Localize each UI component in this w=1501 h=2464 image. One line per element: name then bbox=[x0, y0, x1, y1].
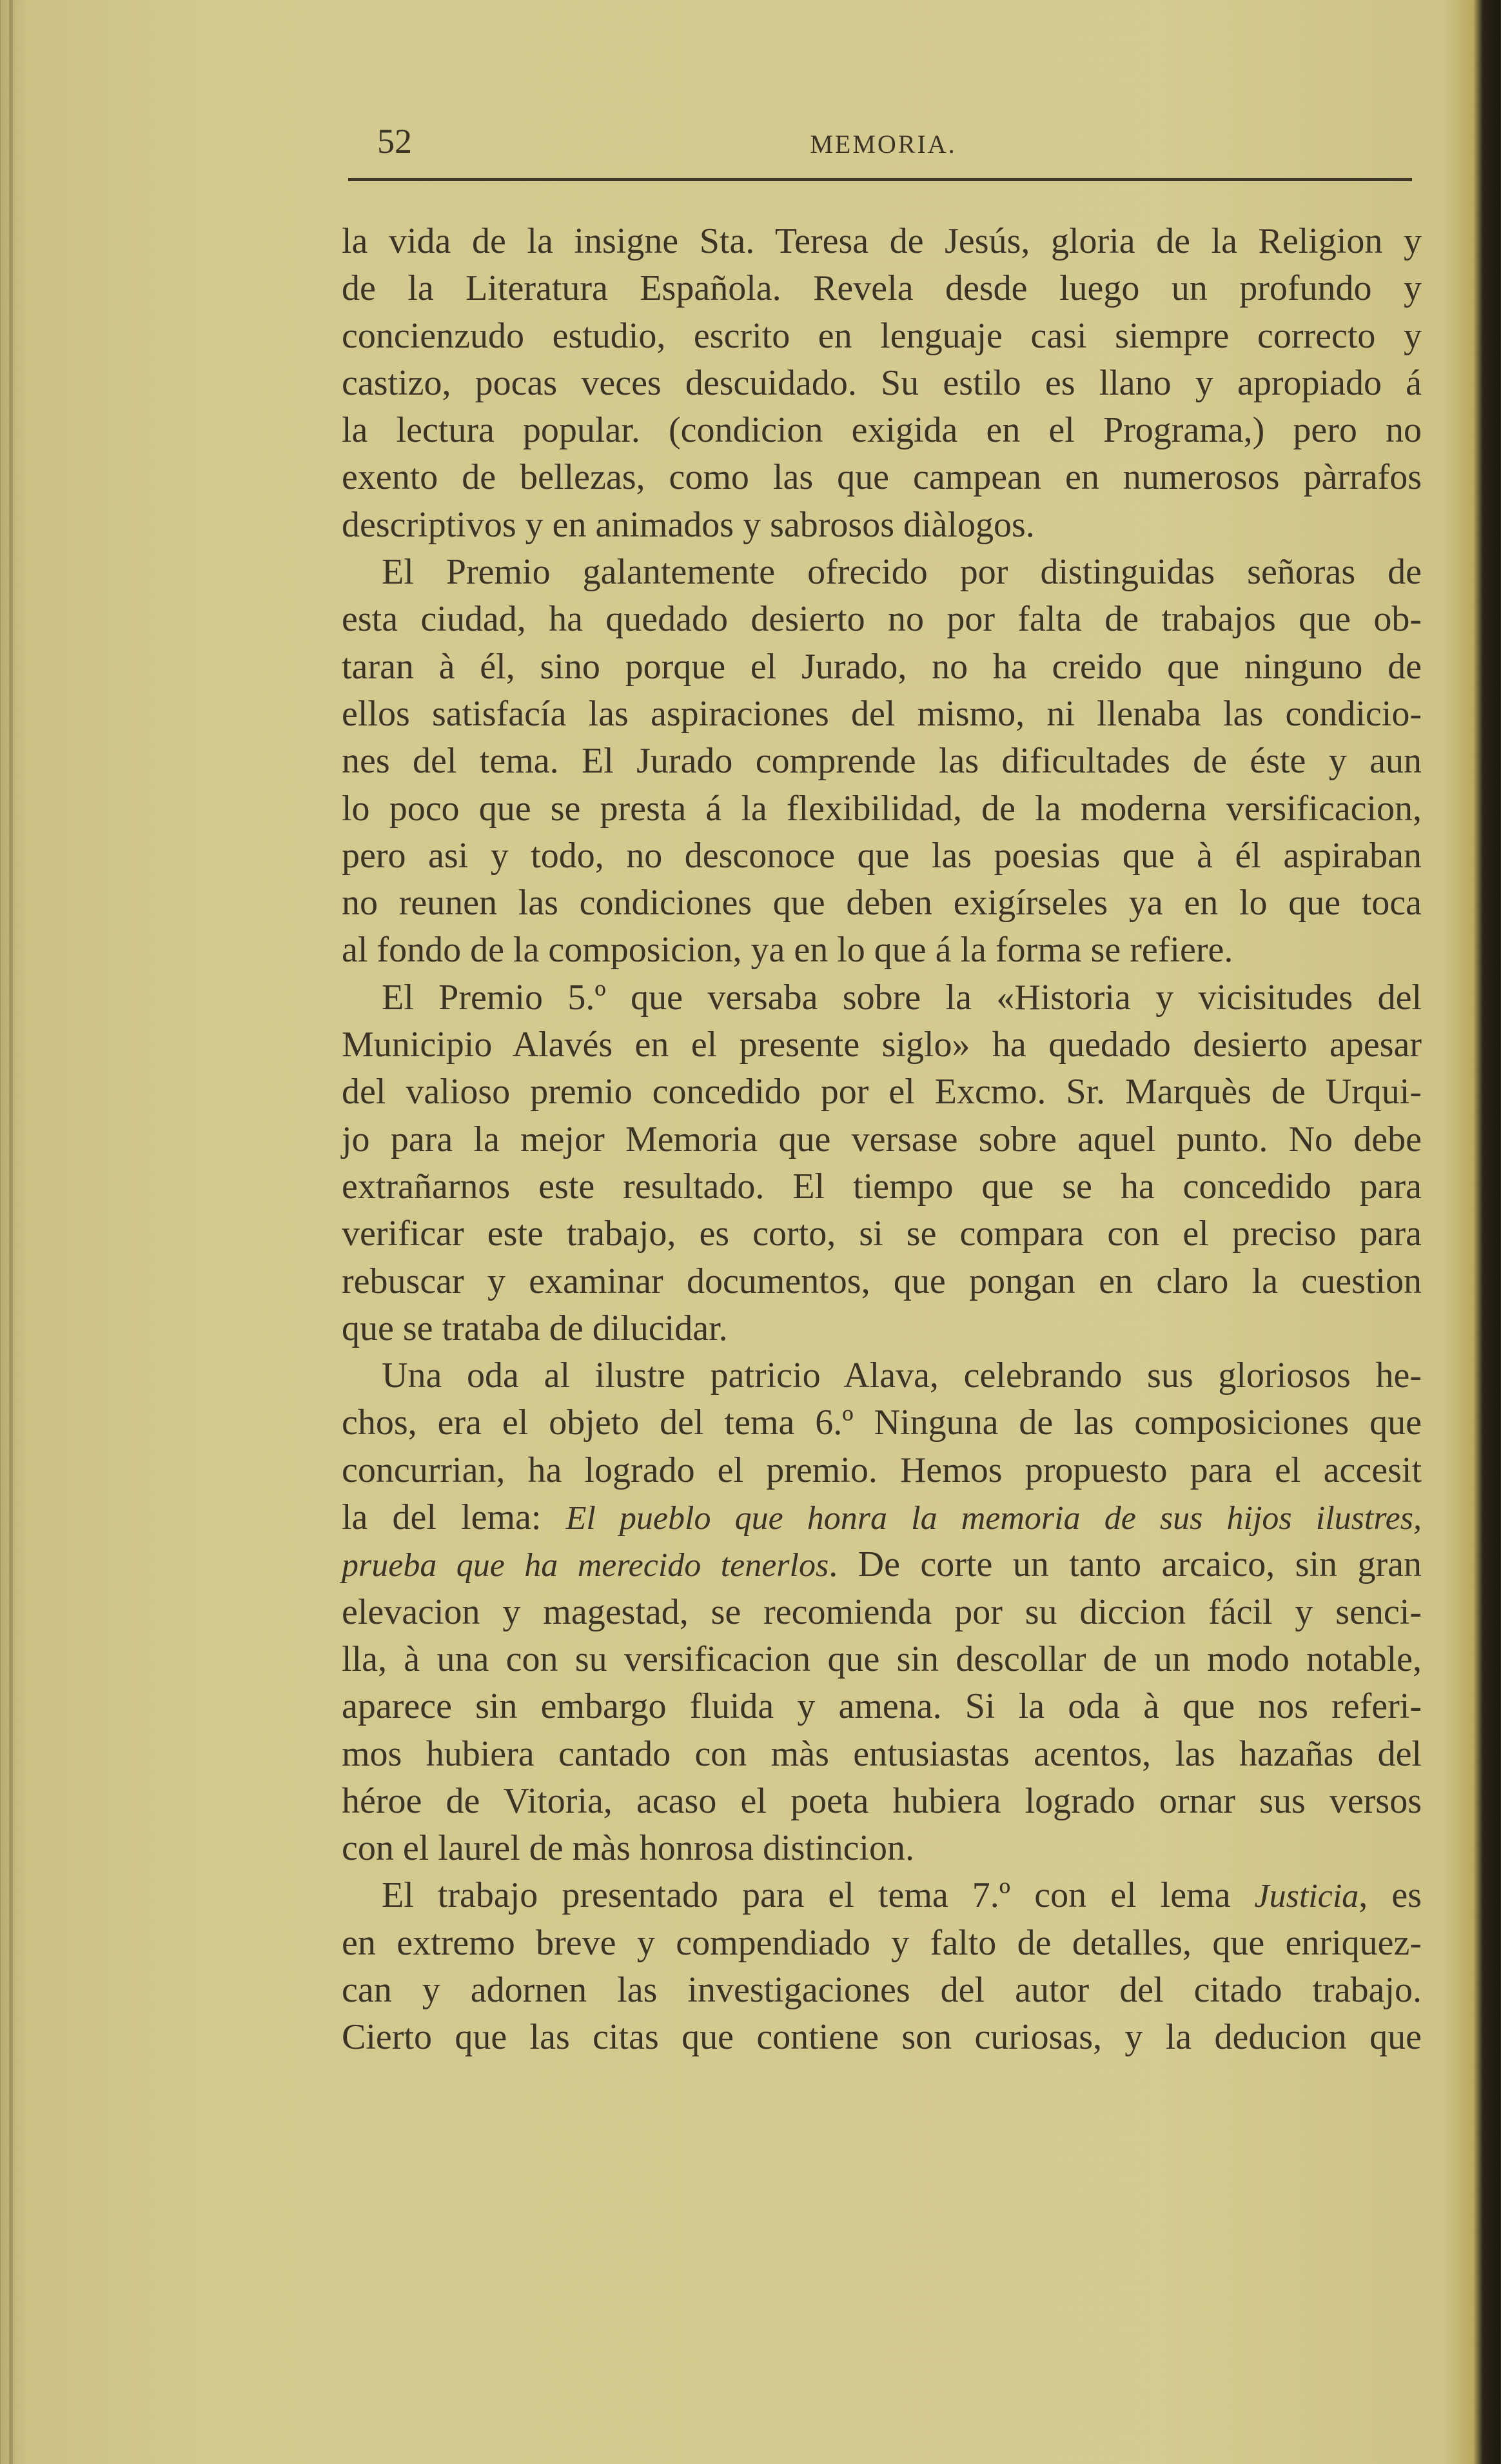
text-line bbox=[342, 880, 1422, 927]
text-segment: héroe de Vitoria, acaso el poeta hubiera logrado ornar sus versos bbox=[342, 1780, 1422, 1821]
text-line bbox=[342, 738, 1422, 785]
paragraph bbox=[342, 218, 1422, 549]
text-segment: que se trataba de dilucidar. bbox=[342, 1308, 728, 1348]
text-line bbox=[342, 1872, 1422, 1919]
text-segment: Cierto que las citas que contiene son curiosas, y la deducion que bbox=[342, 2017, 1422, 2058]
text-segment: Una oda al ilustre patricio Alava, celebrando sus gloriosos he- bbox=[382, 1355, 1422, 1396]
text-segment: la lectura popular. (condicion exigida en el Programa,) pero no bbox=[342, 410, 1422, 451]
text-segment: verificar este trabajo, es corto, si se compara con el preciso para bbox=[342, 1214, 1422, 1254]
text-line bbox=[342, 1210, 1422, 1257]
text-line bbox=[342, 1683, 1422, 1730]
text-segment: lla, à una con su versificacion que sin descollar de un modo notable, bbox=[342, 1639, 1422, 1679]
text-line bbox=[342, 927, 1422, 974]
text-line bbox=[342, 265, 1422, 312]
text-line bbox=[342, 1731, 1422, 1778]
page-edge bbox=[9, 0, 13, 2464]
text-line bbox=[342, 1258, 1422, 1305]
text-line bbox=[342, 596, 1422, 643]
text-line bbox=[342, 974, 1422, 1021]
running-title: MEMORIA. bbox=[810, 130, 957, 159]
text-segment: la vida de la insigne Sta. Teresa de Jesús, gloria de la Religion y bbox=[342, 221, 1422, 261]
text-segment: en extremo breve y compendiado y falto de detalles, que enriquez- bbox=[342, 1922, 1422, 1963]
text-segment: esta ciudad, ha quedado desierto no por falta de trabajos que ob- bbox=[342, 599, 1422, 640]
text-segment: concienzudo estudio, escrito en lenguaje casi siempre correcto y bbox=[342, 315, 1422, 356]
text-line bbox=[342, 644, 1422, 691]
text-segment: castizo, pocas veces descuidado. Su estilo es llano y apropiado á bbox=[342, 362, 1422, 403]
italic-motto: prueba que ha merecido tenerlos bbox=[342, 1547, 829, 1584]
text-line bbox=[342, 549, 1422, 596]
text-segment: chos, era el objeto del tema 6.º Ninguna de las composiciones que bbox=[342, 1403, 1422, 1443]
text-line bbox=[342, 502, 1422, 549]
text-line bbox=[342, 1825, 1422, 1872]
text-segment: con el laurel de màs honrosa distincion. bbox=[342, 1828, 914, 1869]
text-line bbox=[342, 218, 1422, 265]
text-line bbox=[342, 1589, 1422, 1636]
text-segment: nes del tema. El Jurado comprende las dificultades de éste y aun bbox=[342, 741, 1422, 782]
text-line bbox=[342, 1116, 1422, 1163]
page-number: 52 bbox=[377, 122, 412, 161]
text-segment: Municipio Alavés en el presente siglo» ha quedado desierto apesar bbox=[342, 1025, 1422, 1065]
text-segment: no reunen las condiciones que deben exigírseles ya en lo que toca bbox=[342, 883, 1422, 923]
text-segment: jo para la mejor Memoria que versase sobre aquel punto. No debe bbox=[342, 1119, 1422, 1159]
text-segment: rebuscar y examinar documentos, que pongan en claro la cuestion bbox=[342, 1261, 1422, 1301]
paragraph bbox=[342, 549, 1422, 974]
text-segment: exento de bellezas, como las que campean en numerosos pàrrafos bbox=[342, 457, 1422, 498]
text-segment: concurrian, ha logrado el premio. Hemos propuesto para el accesit bbox=[342, 1450, 1422, 1490]
paragraph bbox=[342, 1872, 1422, 2061]
text-line bbox=[342, 1399, 1422, 1446]
text-segment: taran à él, sino porque el Jurado, no ha creido que ninguno de bbox=[342, 646, 1422, 687]
text-segment: extrañarnos este resultado. El tiempo que se ha concedido para bbox=[342, 1166, 1422, 1207]
text-segment: can y adornen las investigaciones del autor del citado trabajo. bbox=[342, 1969, 1422, 2010]
header-rule bbox=[348, 178, 1412, 181]
text-line bbox=[342, 454, 1422, 501]
text-line bbox=[342, 785, 1422, 833]
text-line bbox=[342, 1305, 1422, 1352]
text-segment: lo poco que se presta á la flexibilidad, de la moderna versificacion, bbox=[342, 788, 1422, 829]
paragraph bbox=[342, 1352, 1422, 1872]
text-line bbox=[342, 1778, 1422, 1825]
body-text bbox=[342, 218, 1422, 2062]
text-line bbox=[342, 1021, 1422, 1069]
text-segment: El trabajo presentado para el tema 7.º con el lema bbox=[382, 1875, 1255, 1916]
text-line bbox=[342, 313, 1422, 360]
paragraph bbox=[342, 974, 1422, 1352]
text-line bbox=[342, 2014, 1422, 2061]
text-segment: al fondo de la composicion, ya en lo que á la forma se refiere. bbox=[342, 930, 1233, 971]
text-line bbox=[342, 360, 1422, 407]
text-line bbox=[342, 1967, 1422, 2014]
text-segment: de la Literatura Española. Revela desde luego un profundo y bbox=[342, 268, 1422, 309]
text-line bbox=[342, 833, 1422, 880]
text-line bbox=[342, 1636, 1422, 1683]
text-line bbox=[342, 1920, 1422, 1967]
text-segment: El Premio galantemente ofrecido por distinguidas señoras de bbox=[382, 552, 1422, 593]
text-segment: del valioso premio concedido por el Excmo. Sr. Marquès de Urqui- bbox=[342, 1072, 1422, 1112]
text-line bbox=[342, 1069, 1422, 1116]
text-segment: aparece sin embargo fluida y amena. Si la oda à que nos referi- bbox=[342, 1686, 1422, 1727]
text-segment: . De corte un tanto arcaico, sin gran bbox=[829, 1544, 1422, 1585]
text-line bbox=[342, 691, 1422, 738]
text-segment: , es bbox=[1359, 1875, 1422, 1916]
text-line bbox=[342, 1352, 1422, 1399]
text-segment: ellos satisfacía las aspiraciones del mismo, ni llenaba las condicio- bbox=[342, 693, 1422, 734]
text-line bbox=[342, 1541, 1422, 1588]
text-line bbox=[342, 1163, 1422, 1210]
text-segment: mos hubiera cantado con màs entusiastas acentos, las hazañas del bbox=[342, 1733, 1422, 1774]
text-segment: El Premio 5.º que versaba sobre la «Historia y vicisitudes del bbox=[382, 977, 1422, 1018]
text-line bbox=[342, 1494, 1422, 1541]
text-segment: pero asi y todo, no desconoce que las poesias que à él aspiraban bbox=[342, 835, 1422, 876]
text-segment: la del lema: bbox=[342, 1497, 566, 1538]
text-segment: elevacion y magestad, se recomienda por su diccion fácil y senci- bbox=[342, 1592, 1422, 1632]
text-segment: descriptivos y en animados y sabrosos diàlogos. bbox=[342, 504, 1035, 545]
text-line bbox=[342, 407, 1422, 454]
text-line bbox=[342, 1447, 1422, 1494]
italic-motto: El pueblo que honra la memoria de sus hijos ilustres, bbox=[565, 1500, 1422, 1537]
italic-motto: Justicia bbox=[1254, 1878, 1359, 1915]
